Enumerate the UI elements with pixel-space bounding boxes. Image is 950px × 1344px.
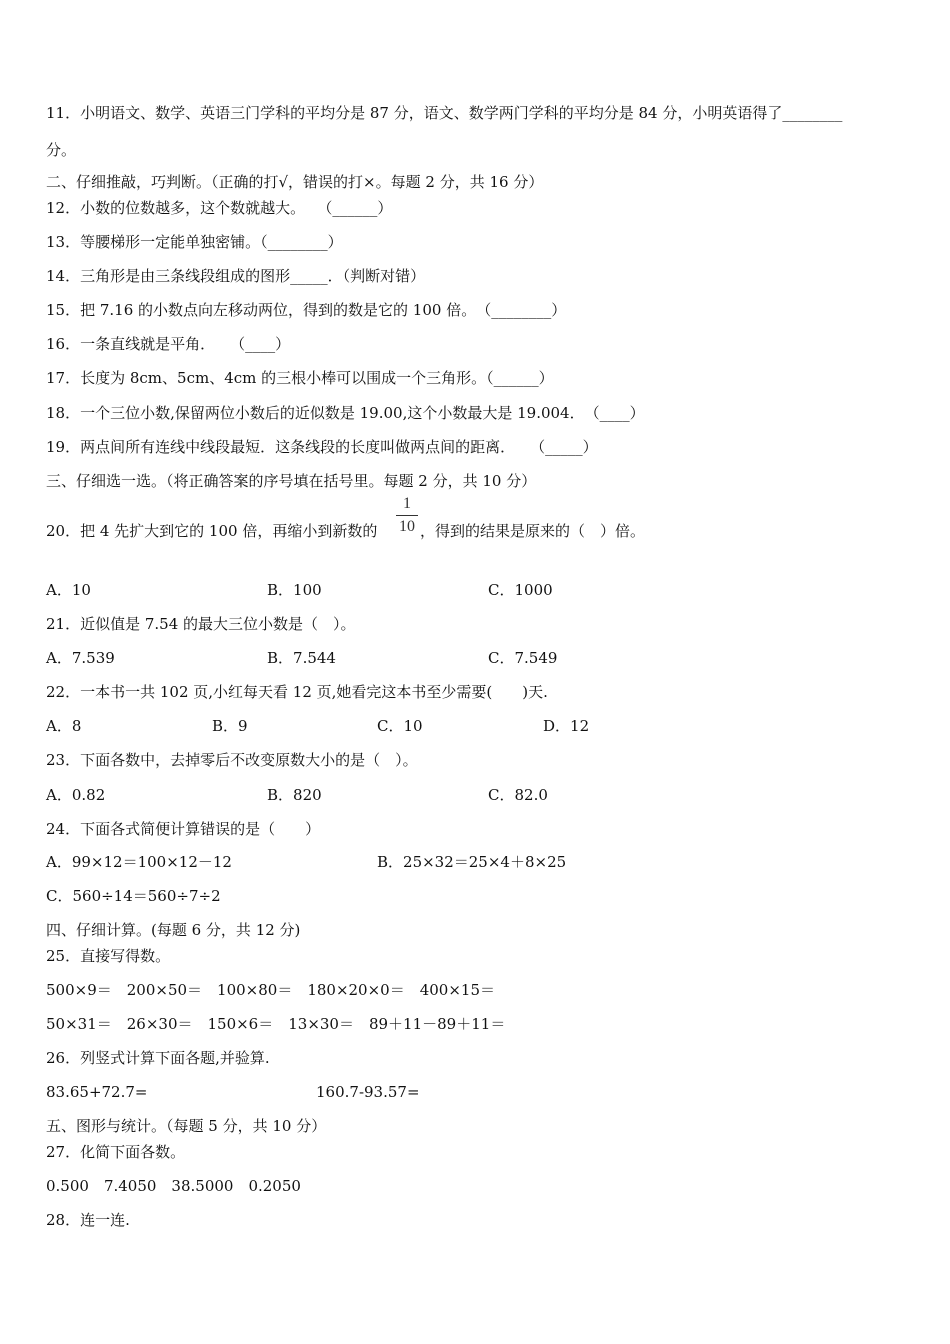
q24-option-a: A．99×12＝100×12－12: [46, 853, 232, 871]
q25-row2: 50×31＝ 26×30＝ 150×6＝ 13×30＝ 89＋11－89＋11＝: [46, 1015, 506, 1033]
fraction-numerator: 1: [403, 495, 411, 512]
q27-values: 0.500 7.4050 38.5000 0.2050: [46, 1177, 301, 1195]
q13: 13．等腰梯形一定能单独密铺。（________）: [46, 233, 343, 251]
q22-option-c: C．10: [377, 717, 423, 735]
q27-stem: 27．化简下面各数。: [46, 1143, 186, 1161]
q12: 12．小数的位数越多，这个数就越大。 （______）: [46, 199, 393, 217]
q20-fraction: [396, 495, 418, 536]
q16: 16．一条直线就是平角． （____）: [46, 335, 291, 353]
q17: 17．长度为 8cm、5cm、4cm 的三根小棒可以围成一个三角形。（______）: [46, 369, 554, 387]
fraction-bar: [396, 515, 418, 516]
section-2-heading: 二、仔细推敲，巧判断。（正确的打√，错误的打×。每题 2 分，共 16 分）: [46, 173, 544, 191]
q20-option-b: B．100: [267, 581, 322, 599]
q14: 14．三角形是由三条线段组成的图形_____．（判断对错）: [46, 267, 426, 285]
q28: 28．连一连.: [46, 1211, 130, 1229]
q23-option-c: C．82.0: [488, 786, 548, 804]
section-3-heading: 三、仔细选一选。（将正确答案的序号填在括号里。每题 2 分，共 10 分）: [46, 472, 537, 490]
q15: 15．把 7.16 的小数点向左移动两位，得到的数是它的 100 倍。 （________）: [46, 301, 567, 319]
q20-stem-after: ，得到的结果是原来的（ ）倍。: [420, 522, 646, 540]
q26-stem: 26．列竖式计算下面各题,并验算.: [46, 1049, 270, 1067]
q23-stem: 23．下面各数中，去掉零后不改变原数大小的是（ ）。: [46, 751, 418, 769]
q22-option-b: B．9: [212, 717, 248, 735]
q26-expr2: 160.7-93.57=: [316, 1083, 420, 1101]
q19: 19．两点间所有连线中线段最短．这条线段的长度叫做两点间的距离． （_____）: [46, 438, 598, 456]
q20-stem-before: 20．把 4 先扩大到它的 100 倍，再缩小到新数的: [46, 522, 378, 540]
q11-line1: 11．小明语文、数学、英语三门学科的平均分是 87 分，语文、数学两门学科的平均分是 84 分，小明英语得了________: [46, 104, 843, 122]
q25-stem: 25．直接写得数。: [46, 947, 171, 965]
q24-option-b: B．25×32＝25×4＋8×25: [377, 853, 567, 871]
q18: 18．一个三位小数,保留两位小数后的近似数是 19.00,这个小数最大是 19.004． （____）: [46, 404, 645, 422]
q26-expr1: 83.65+72.7=: [46, 1083, 148, 1101]
q24-option-c: C．560÷14＝560÷7÷2: [46, 887, 221, 905]
q25-row1: 500×9＝ 200×50＝ 100×80＝ 180×20×0＝ 400×15＝: [46, 981, 495, 999]
fraction-denominator: 10: [399, 518, 415, 535]
q21-option-c: C．7.549: [488, 649, 558, 667]
q21-option-a: A．7.539: [46, 649, 115, 667]
q23-option-a: A．0.82: [46, 786, 106, 804]
q11-line2: 分。: [46, 141, 77, 159]
q21-stem: 21．近似值是 7.54 的最大三位小数是（ ）。: [46, 615, 356, 633]
q21-option-b: B．7.544: [267, 649, 336, 667]
q20-option-a: A．10: [46, 581, 91, 599]
q20-option-c: C．1000: [488, 581, 553, 599]
q23-option-b: B．820: [267, 786, 322, 804]
section-4-heading: 四、仔细计算。(每题 6 分，共 12 分): [46, 921, 301, 939]
q22-option-a: A．8: [46, 717, 82, 735]
q24-stem: 24．下面各式简便计算错误的是（ ）: [46, 820, 321, 838]
q22-stem: 22．一本书一共 102 页,小红每天看 12 页,她看完这本书至少需要( )天.: [46, 683, 548, 701]
q22-option-d: D．12: [543, 717, 590, 735]
section-5-heading: 五、图形与统计。（每题 5 分，共 10 分）: [46, 1117, 327, 1135]
